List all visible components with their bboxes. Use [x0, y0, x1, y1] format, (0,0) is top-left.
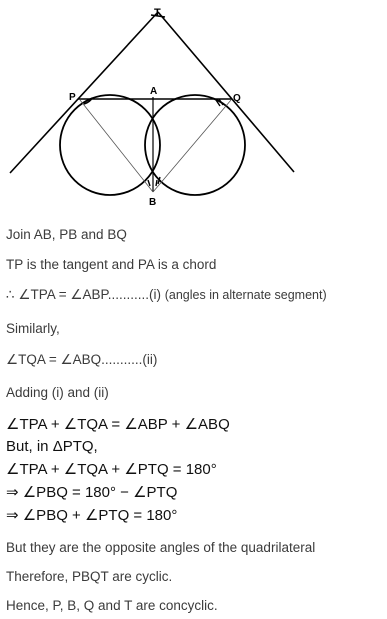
tangent-line-tq	[158, 12, 294, 172]
math-line-5: ⇒ ∠PBQ + ∠PTQ = 180°	[6, 507, 178, 524]
step-opposite-angles: But they are the opposite angles of the quadrilateral	[6, 540, 316, 555]
geometry-figure	[0, 0, 387, 212]
math-line-2: But, in ΔPTQ,	[6, 438, 98, 455]
label-q: Q	[233, 93, 241, 104]
label-a: A	[150, 86, 158, 97]
segment-pb	[80, 100, 153, 192]
label-t: T	[154, 7, 161, 19]
step-similarly: Similarly,	[6, 321, 60, 336]
math-line-3: ∠TPA + ∠TQA + ∠PTQ = 180°	[6, 461, 217, 478]
eq-i-text: ∴ ∠TPA = ∠ABP...........(i)	[6, 287, 161, 302]
step-eq-i	[6, 287, 327, 303]
step-join: Join AB, PB and BQ	[6, 227, 127, 242]
label-p: P	[69, 92, 76, 103]
step-tangent: TP is the tangent and PA is a chord	[6, 257, 217, 272]
math-line-1: ∠TPA + ∠TQA = ∠ABP + ∠ABQ	[6, 416, 230, 433]
eq-i-note: (angles in alternate segment)	[164, 288, 327, 302]
label-b: B	[149, 197, 157, 208]
tangent-line-tp	[10, 12, 158, 173]
step-concyclic: Hence, P, B, Q and T are concyclic.	[6, 598, 218, 613]
segment-qb	[153, 100, 231, 192]
step-eq-ii: ∠TQA = ∠ABQ...........(ii)	[6, 352, 158, 367]
step-cyclic: Therefore, PBQT are cyclic.	[6, 569, 173, 584]
math-line-4: ⇒ ∠PBQ = 180° − ∠PTQ	[6, 484, 178, 501]
step-adding: Adding (i) and (ii)	[6, 385, 109, 400]
